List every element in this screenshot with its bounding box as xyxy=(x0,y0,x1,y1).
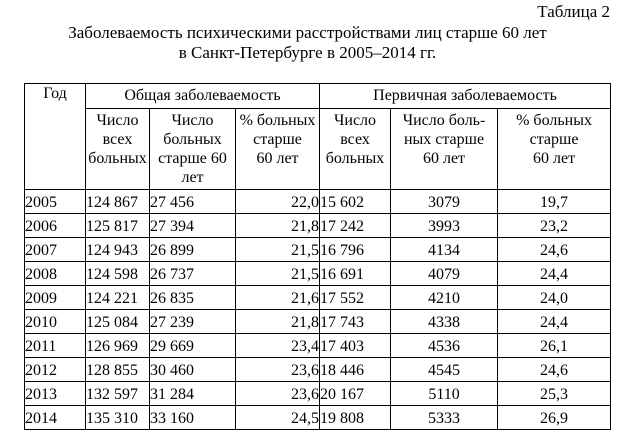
cell-primary-all: 17 743 xyxy=(320,310,391,334)
header-line: старше 60 xyxy=(158,150,227,167)
table-row xyxy=(25,406,611,430)
cell-general-over-60: 29 669 xyxy=(150,334,236,358)
header-group-row xyxy=(25,84,611,109)
header-general-patients-over-60 xyxy=(150,109,236,190)
cell-general-percent: 21,5 xyxy=(236,238,320,262)
table-row xyxy=(25,286,611,310)
cell-primary-over-60: 5333 xyxy=(391,406,498,430)
table-number-label: Таблица 2 xyxy=(537,2,610,21)
header-primary-percent-over-60 xyxy=(498,109,611,190)
table-row xyxy=(25,190,611,214)
header-line: больных xyxy=(88,150,147,167)
cell-primary-percent: 19,7 xyxy=(498,190,611,214)
header-general-morbidity: Общая заболеваемость xyxy=(86,84,320,109)
cell-primary-all: 20 167 xyxy=(320,382,391,406)
table-caption-line-1: Заболеваемость психическими расстройствами лиц старше 60 лет xyxy=(68,23,547,42)
table-row xyxy=(25,334,611,358)
cell-year: 2007 xyxy=(25,238,86,262)
cell-primary-percent: 24,6 xyxy=(498,358,611,382)
cell-general-percent: 23,4 xyxy=(236,334,320,358)
cell-primary-percent: 24,6 xyxy=(498,238,611,262)
table-row xyxy=(25,238,611,262)
cell-year: 2014 xyxy=(25,406,86,430)
header-line: больных xyxy=(163,131,222,148)
cell-primary-over-60: 3993 xyxy=(391,214,498,238)
cell-general-percent: 21,8 xyxy=(236,310,320,334)
header-line: 60 лет xyxy=(422,150,466,167)
table-row xyxy=(25,382,611,406)
cell-year: 2008 xyxy=(25,262,86,286)
cell-primary-all: 18 446 xyxy=(320,358,391,382)
cell-general-all: 128 855 xyxy=(86,358,150,382)
header-line: всех xyxy=(340,131,370,148)
cell-general-percent: 21,5 xyxy=(236,262,320,286)
cell-primary-all: 17 242 xyxy=(320,214,391,238)
header-line: % больных xyxy=(516,112,592,129)
header-line: старше xyxy=(253,131,302,148)
cell-general-all: 126 969 xyxy=(86,334,150,358)
cell-general-percent: 22,0 xyxy=(236,190,320,214)
cell-general-all: 124 867 xyxy=(86,190,150,214)
cell-primary-all: 19 808 xyxy=(320,406,391,430)
morbidity-table xyxy=(24,83,611,430)
cell-general-all: 125 817 xyxy=(86,214,150,238)
cell-general-over-60: 27 394 xyxy=(150,214,236,238)
header-primary-patients-over-60 xyxy=(391,109,498,190)
table-body xyxy=(25,190,611,430)
cell-general-all: 135 310 xyxy=(86,406,150,430)
cell-general-percent: 21,6 xyxy=(236,286,320,310)
header-line: больных xyxy=(325,150,385,167)
cell-general-all: 125 084 xyxy=(86,310,150,334)
cell-primary-over-60: 5110 xyxy=(391,382,498,406)
header-line: Число xyxy=(96,112,139,129)
cell-primary-percent: 24,4 xyxy=(498,310,611,334)
header-line: 60 лет xyxy=(532,150,576,167)
cell-year: 2006 xyxy=(25,214,86,238)
cell-year: 2009 xyxy=(25,286,86,310)
header-sub-row xyxy=(25,109,611,190)
cell-general-over-60: 31 284 xyxy=(150,382,236,406)
table-row xyxy=(25,214,611,238)
table-caption-line-2: в Санкт-Петербурге в 2005–2014 гг. xyxy=(178,43,437,62)
header-line: старше xyxy=(529,131,579,148)
cell-general-over-60: 26 835 xyxy=(150,286,236,310)
cell-primary-percent: 25,3 xyxy=(498,382,611,406)
cell-primary-percent: 23,2 xyxy=(498,214,611,238)
header-year: Год xyxy=(25,84,86,190)
cell-general-percent: 23,6 xyxy=(236,358,320,382)
header-primary-morbidity: Первичная заболеваемость xyxy=(320,84,611,109)
header-general-percent-over-60 xyxy=(236,109,320,190)
header-line: Число боль- xyxy=(402,112,486,129)
cell-general-over-60: 26 899 xyxy=(150,238,236,262)
cell-primary-all: 15 602 xyxy=(320,190,391,214)
cell-primary-over-60: 4210 xyxy=(391,286,498,310)
cell-general-percent: 23,6 xyxy=(236,382,320,406)
header-general-all-patients xyxy=(86,109,150,190)
header-primary-all-patients xyxy=(320,109,391,190)
cell-year: 2005 xyxy=(25,190,86,214)
cell-general-over-60: 27 456 xyxy=(150,190,236,214)
cell-general-over-60: 33 160 xyxy=(150,406,236,430)
cell-general-percent: 24,5 xyxy=(236,406,320,430)
cell-general-over-60: 30 460 xyxy=(150,358,236,382)
cell-general-all: 124 221 xyxy=(86,286,150,310)
header-line: Число xyxy=(333,112,377,129)
cell-primary-over-60: 4338 xyxy=(391,310,498,334)
cell-primary-all: 17 403 xyxy=(320,334,391,358)
cell-general-over-60: 26 737 xyxy=(150,262,236,286)
cell-primary-all: 17 552 xyxy=(320,286,391,310)
header-line: лет xyxy=(181,169,204,186)
cell-primary-over-60: 4134 xyxy=(391,238,498,262)
cell-primary-over-60: 4545 xyxy=(391,358,498,382)
cell-primary-percent: 24,4 xyxy=(498,262,611,286)
header-line: всех xyxy=(102,131,133,148)
header-line: ных старше xyxy=(403,131,485,148)
cell-primary-percent: 26,9 xyxy=(498,406,611,430)
cell-primary-over-60: 4536 xyxy=(391,334,498,358)
cell-general-over-60: 27 239 xyxy=(150,310,236,334)
table-row xyxy=(25,310,611,334)
cell-year: 2012 xyxy=(25,358,86,382)
cell-year: 2011 xyxy=(25,334,86,358)
header-line: 60 лет xyxy=(256,150,299,167)
cell-primary-over-60: 3079 xyxy=(391,190,498,214)
cell-general-percent: 21,8 xyxy=(236,214,320,238)
cell-general-all: 124 943 xyxy=(86,238,150,262)
table-row xyxy=(25,358,611,382)
cell-primary-over-60: 4079 xyxy=(391,262,498,286)
cell-general-all: 124 598 xyxy=(86,262,150,286)
header-line: % больных xyxy=(239,112,316,129)
cell-year: 2013 xyxy=(25,382,86,406)
cell-primary-percent: 24,0 xyxy=(498,286,611,310)
cell-primary-all: 16 796 xyxy=(320,238,391,262)
cell-year: 2010 xyxy=(25,310,86,334)
cell-primary-percent: 26,1 xyxy=(498,334,611,358)
cell-primary-all: 16 691 xyxy=(320,262,391,286)
cell-general-all: 132 597 xyxy=(86,382,150,406)
header-line: Число xyxy=(171,112,214,129)
table-row xyxy=(25,262,611,286)
